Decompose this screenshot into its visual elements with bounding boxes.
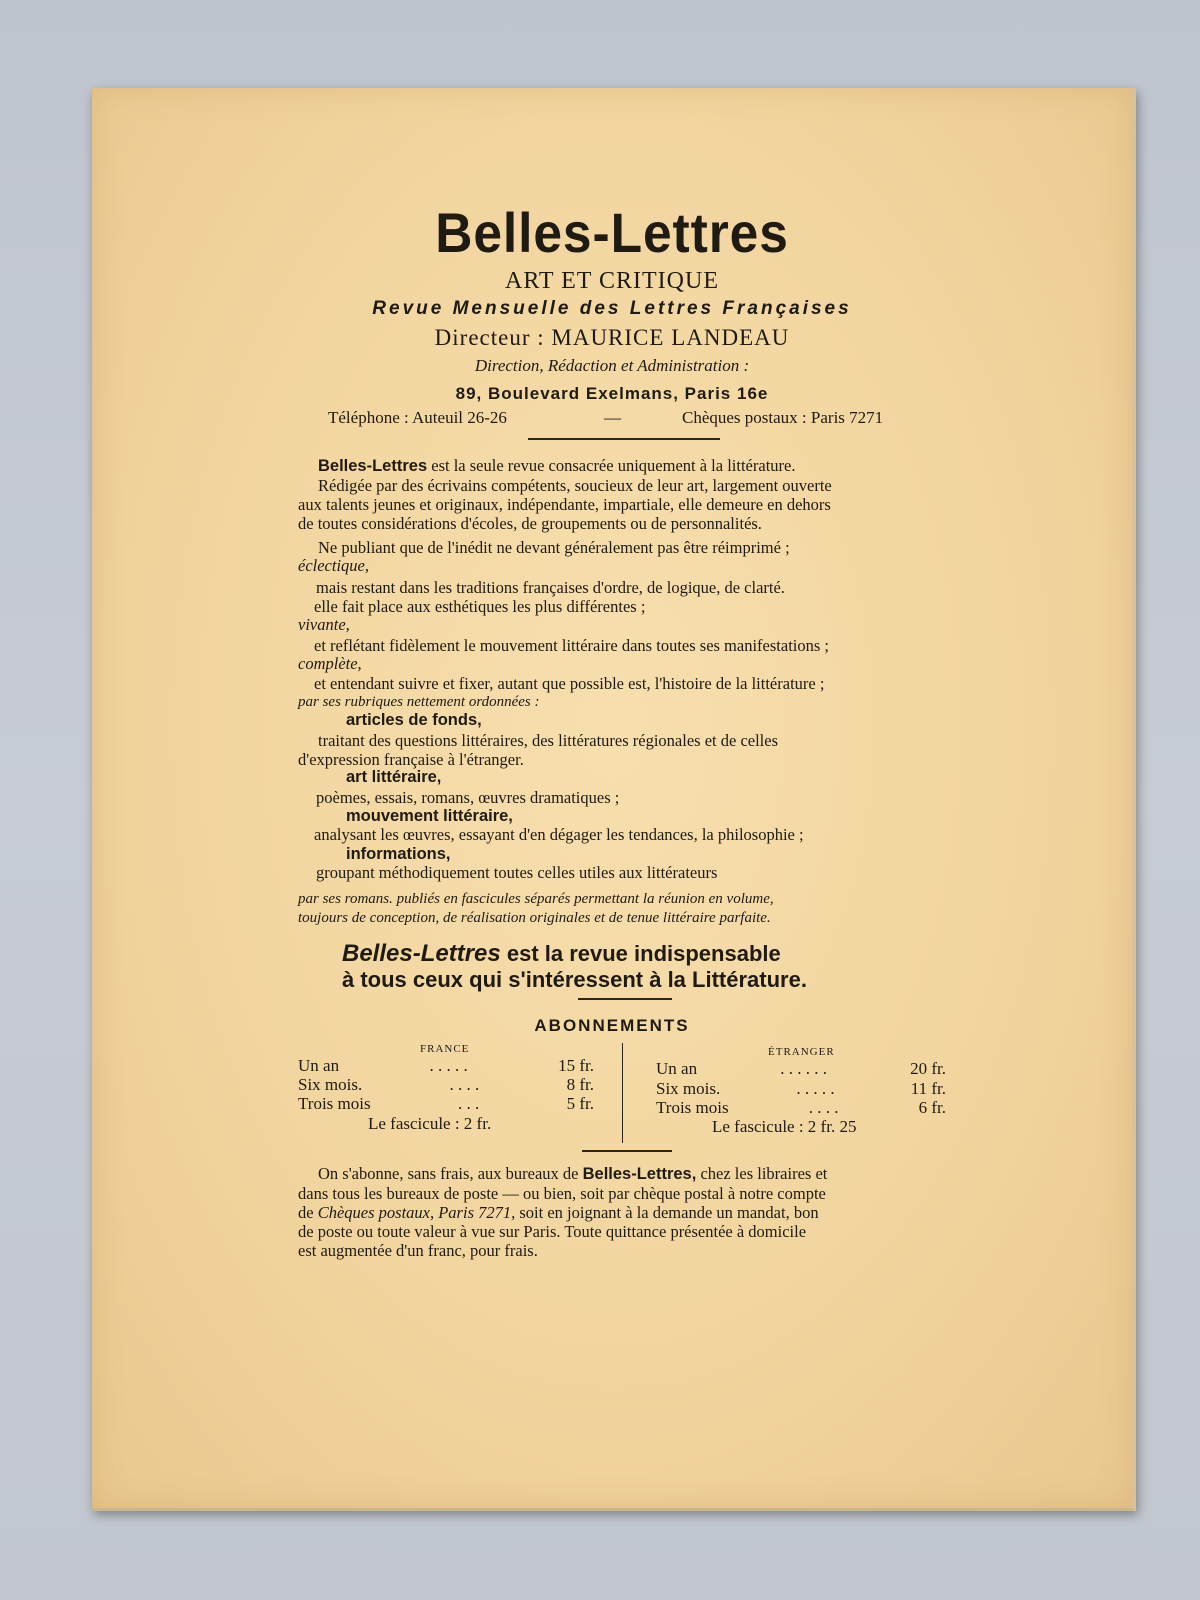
cheques-line: Chèques postaux : Paris 7271 [682,408,884,427]
slogan-brand: Belles-Lettres [342,940,501,967]
rubric-informations: informations, [346,845,451,863]
intro-line-17: analysant les œuvres, essayant d'en dégager les tendances, la philosophie ; [314,825,804,844]
address-line: 89, Boulevard Exelmans, Paris 16e [455,384,769,403]
france-fascicule: Le fascicule : 2 fr. [368,1114,492,1133]
intro-line-7: mais restant dans les traditions françaises d'ordre, de logique, de clarté. [316,578,785,597]
price-row [298,1094,594,1114]
etranger-heading: ÉTRANGER [768,1046,835,1058]
column-divider [622,1043,623,1143]
footer-text: chez les libraires et [696,1164,828,1183]
intro-text: traitant des questions littéraires, des littératures régionales et de celles [318,731,779,750]
intro-line-9: vivante, [298,615,350,634]
intro-text: est la seule revue consacrée uniquement à la littérature. [427,456,796,475]
price-value: 6 fr. [918,1098,946,1117]
intro-line-20: toujours de conception, de réalisation originales et de tenue littéraire parfaite. [298,910,771,926]
slogan-line-1 [342,940,942,968]
price-row [656,1059,946,1079]
footer-text: soit en joignant à la demande un mandat, bon [515,1203,819,1222]
price-value: 20 fr. [910,1059,946,1078]
france-heading: FRANCE [420,1043,470,1055]
footer-line-3 [298,1203,948,1222]
footer-line-4: de poste ou toute valeur à vue sur Paris. Toute quittance présentée à domicile [298,1222,807,1241]
intro-line-1 [318,456,795,476]
price-label: Trois mois [298,1094,371,1113]
price-value: 8 fr. [566,1075,594,1094]
intro-line-10: et reflétant fidèlement le mouvement littéraire dans toutes ses manifestations ; [314,636,829,655]
intro-line-3: aux talents jeunes et originaux, indépendante, impartiale, elle demeure en dehors [298,495,831,514]
price-label: Un an [298,1056,340,1075]
director-line: Directeur : MAURICE LANDEAU [434,325,790,350]
intro-line-19: par ses romans. publiés en fascicules séparés permettant la réunion en volume, [298,891,774,907]
telephone-line: Téléphone : Auteuil 26-26 [328,408,507,427]
intro-line-16: poèmes, essais, romans, œuvres dramatiques ; [316,788,620,807]
brand-name: Belles-Lettres, [582,1165,697,1183]
intro-line-8: elle fait place aux esthétiques les plus différentes ; [314,597,646,616]
dot-leader: . . . . [449,1075,480,1094]
intro-line-12: et entendant suivre et fixer, autant que possible est, l'histoire de la littérature ; [314,674,825,693]
magazine-back-cover [92,88,1136,1511]
dot-leader: . . . [457,1094,480,1113]
price-label: Trois mois [656,1098,729,1117]
intro-line-15: d'expression française à l'étranger. [298,750,524,769]
price-row [298,1075,594,1095]
intro-line-13: par ses rubriques nettement ordonnées : [298,694,540,710]
intro-line-18: groupant méthodiquement toutes celles utiles aux littérateurs [316,863,718,882]
slogan-line-2: à tous ceux qui s'intéressent à la Littérature. [342,967,807,992]
masthead-title: Belles-Lettres [435,201,789,264]
slogan-rule [578,998,672,1000]
admin-line: Direction, Rédaction et Administration : [474,356,750,375]
dash: — [604,408,621,427]
footer-text: de [298,1203,318,1222]
price-value: 15 fr. [558,1056,594,1075]
etranger-fascicule: Le fascicule : 2 fr. 25 [712,1117,857,1136]
intro-line-6: éclectique, [298,556,369,575]
subscriptions-title: ABONNEMENTS [534,1016,690,1035]
footer-line-1 [298,1164,948,1184]
intro-line-2: Rédigée par des écrivains compétents, soucieux de leur art, largement ouverte [318,476,832,495]
price-row [656,1098,946,1118]
rubric-articles: articles de fonds, [346,711,482,729]
price-label: Six mois. [298,1075,363,1094]
price-label: Six mois. [656,1079,721,1098]
price-row [656,1079,946,1099]
masthead-tagline: Revue Mensuelle des Lettres Françaises [372,298,852,319]
subscriptions-rule [582,1150,672,1152]
price-label: Un an [656,1059,698,1078]
masthead-subtitle: ART ET CRITIQUE [505,268,719,294]
intro-line-5: Ne publiant que de l'inédit ne devant généralement pas être réimprimé ; [318,538,790,557]
footer-italic: Chèques postaux, Paris 7271, [317,1203,516,1222]
dot-leader: . . . . . . [780,1059,827,1078]
footer-paragraph [298,1164,948,1260]
intro-line-4: de toutes considérations d'écoles, de groupements ou de personnalités. [298,514,762,533]
price-value: 5 fr. [566,1094,594,1113]
footer-line-5: est augmentée d'un franc, pour frais. [298,1241,538,1260]
intro-line-11: complète, [298,654,362,673]
price-row [298,1056,594,1076]
dot-leader: . . . . [808,1098,839,1117]
rubric-mouvement: mouvement littéraire, [346,807,513,825]
slogan-text: est la revue indispensable [500,941,781,966]
dot-leader: . . . . . [429,1056,468,1075]
brand-name: Belles-Lettres [318,457,428,475]
price-value: 11 fr. [910,1079,946,1098]
dot-leader: . . . . . [796,1079,835,1098]
rubric-art: art littéraire, [346,768,442,786]
header-rule [528,438,720,440]
footer-line-2: dans tous les bureaux de poste — ou bien, soit par chèque postal à notre compte [298,1184,826,1203]
footer-text: On s'abonne, sans frais, aux bureaux de [318,1164,583,1183]
intro-line-14 [318,731,948,751]
